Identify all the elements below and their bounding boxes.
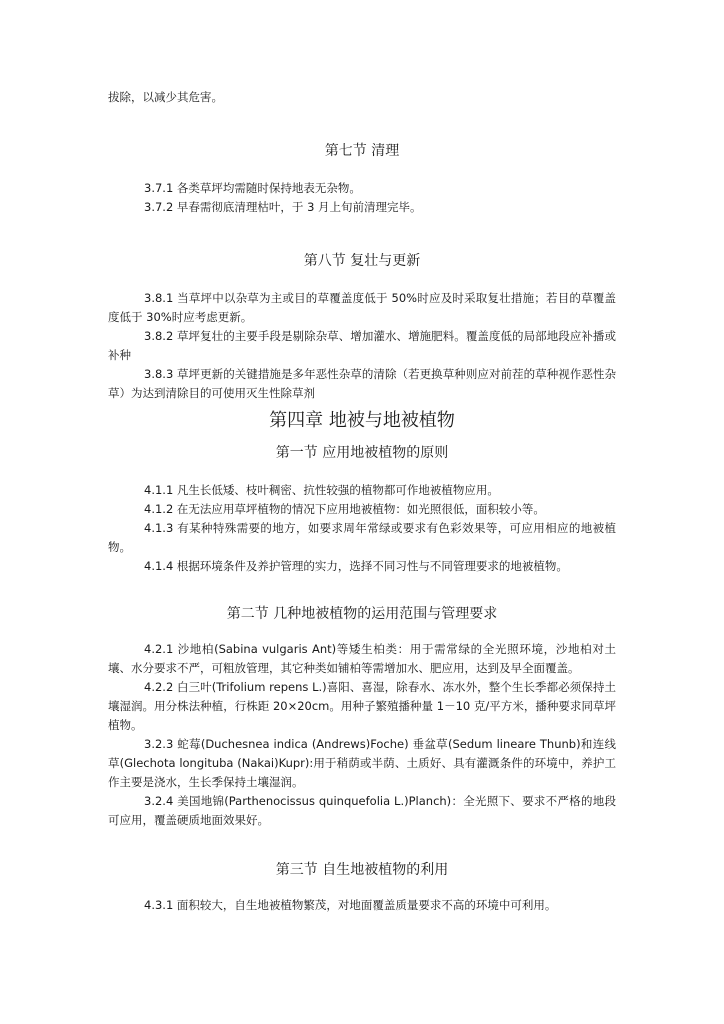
document-page: [108, 88, 616, 915]
paragraph-4-1-4: 4.1.4 根据环境条件及养护管理的实力，选择不同习性与不同管理要求的地被植物。: [144, 559, 568, 573]
paragraph-3-7-1: 3.7.1 各类草坪均需随时保持地表无杂物。: [144, 181, 361, 195]
section-heading-4-1: 第一节 应用地被植物的原则: [275, 445, 449, 461]
chapter-heading-4: 第四章 地被与地被植物: [269, 410, 455, 431]
paragraph-3-8-1: 3.8.1 当草坪中以杂草为主或目的草覆盖度低于 50%时应及时采取复壮措施；若目的草覆盖度低于 30%时应考虑更新。: [108, 291, 616, 324]
paragraph-4-3-1: 4.3.1 面积较大，自生地被植物繁茂，对地面覆盖质量要求不高的环境中可利用。: [144, 898, 557, 912]
paragraph-4-2-2: 4.2.2 白三叶(Trifolium repens L.)喜阳、喜湿，除春水、冻水外，整个生长季都必须保持土壤湿润。用分株法种植，行株距 20×20cm。用种子繁殖播种量 1－10 克/平方米，播种要求同草坪植物。: [108, 680, 616, 732]
paragraph-3-2-4: 3.2.4 美国地锦(Parthenocissus quinquefolia L.)Planch)：全光照下、要求不严格的地段可应用，覆盖硬质地面效果好。: [108, 794, 616, 827]
section-heading-7: 第七节 清理: [324, 143, 400, 159]
paragraph-3-8-2: 3.8.2 草坪复壮的主要手段是剔除杂草、增加灌水、增施肥料。覆盖度低的局部地段应补播或补种: [108, 329, 616, 362]
section-heading-4-3: 第三节 自生地被植物的利用: [275, 862, 449, 878]
section-heading-4-2: 第二节 几种地被植物的运用范围与管理要求: [226, 606, 498, 622]
paragraph-4-1-1: 4.1.1 凡生长低矮、枝叶稠密、抗性较强的植物都可作地被植物应用。: [144, 483, 499, 497]
paragraph-3-2-3: 3.2.3 蛇莓(Duchesnea indica (Andrews)Foche) 垂盆草(Sedum lineare Thunb)和连线草(Glechota longituba (Nakai)Kupr):用于稍荫或半荫、土质好、具有灌溉条件的环境中，养护工作主要是浇水，生长季保持土壤湿润。: [108, 737, 616, 789]
paragraph-4-1-2: 4.1.2 在无法应用草坪植物的情况下应用地被植物：如光照很低，面积较小等。: [144, 502, 545, 516]
section-heading-8: 第八节 复壮与更新: [303, 253, 421, 269]
paragraph-3-7-2: 3.7.2 早春需彻底清理枯叶，于 3 月上旬前清理完毕。: [144, 200, 422, 214]
paragraph-4-1-3: 4.1.3 有某种特殊需要的地方，如要求周年常绿或要求有色彩效果等，可应用相应的地被植物。: [108, 521, 616, 554]
paragraph-4-2-1: 4.2.1 沙地柏(Sabina vulgaris Ant)等矮生柏类：用于需常绿的全光照环境，沙地柏对土壤、水分要求不严，可粗放管理，其它种类如铺柏等需增加水、肥应用，达到及早全面覆盖。: [108, 642, 616, 675]
paragraph-continuation: 拔除，以减少其危害。: [108, 90, 223, 104]
paragraph-3-8-3: 3.8.3 草坪更新的关键措施是多年恶性杂草的清除（若更换草种则应对前茬的草种视作恶性杂草）为达到清除目的可使用灭生性除草剂: [108, 367, 616, 400]
